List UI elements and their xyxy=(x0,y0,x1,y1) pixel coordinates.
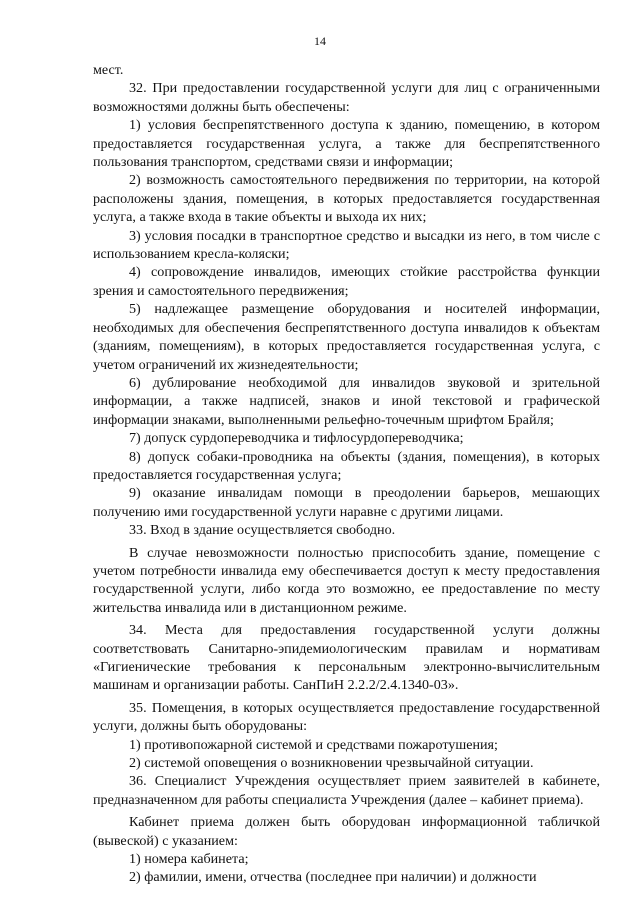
paragraph: 4) сопровождение инвалидов, имеющих стойкие расстройства функции зрения и самостоятельного передвижения; xyxy=(93,264,600,299)
paragraph: 2) системой оповещения о возникновении чрезвычайной ситуации. xyxy=(129,755,534,772)
paragraph: 32. При предоставлении государственной услуги для лиц с ограниченными возможностями должны быть обеспечены: xyxy=(93,80,600,115)
paragraph: 8) допуск собаки-проводника на объекты (здания, помещения), в которых предоставляется государственная услуга; xyxy=(93,448,600,483)
paragraph: 3) условия посадки в транспортное средство и высадки из него, в том числе с использованием кресла-коляски; xyxy=(93,227,600,263)
paragraph: 2) возможность самостоятельного передвижения по территории, на которой расположены здания, помещения, в которых предоставляется государственная услуга, а также входа в такие объекты и выхода их них; xyxy=(93,172,600,226)
paragraph: Кабинет приема должен быть оборудован информационной табличкой (вывеской) с указанием: xyxy=(93,814,600,849)
paragraph: 9) оказание инвалидам помощи в преодолении барьеров, мешающих получению ими государственной услуги наравне с другими лицами. xyxy=(93,485,600,520)
paragraph: В случае невозможности полностью приспособить здание, помещение с учетом потребности инвалида ему обеспечивается доступ к месту предоставления государственной услуги, либо когда это возможно, ее предоставление по месту жительства инвалида или в дистанционном режиме. xyxy=(93,544,600,616)
paragraph: 2) фамилии, имени, отчества (последнее при наличии) и должности xyxy=(129,869,537,886)
paragraph: мест. xyxy=(93,62,124,78)
paragraph: 6) дублирование необходимой для инвалидов звуковой и зрительной информации, а также надписей, знаков и иной текстовой и графической информации знаками, выполненными рельефно-точечным шрифтом Брайля; xyxy=(93,374,600,428)
paragraph: 36. Специалист Учреждения осуществляет прием заявителей в кабинете, предназначенном для работы специалиста Учреждения (далее – кабинет приема). xyxy=(93,773,600,808)
paragraph: 33. Вход в здание осуществляется свободно. xyxy=(129,522,396,539)
paragraph: 1) противопожарной системой и средствами пожаротушения; xyxy=(129,736,498,753)
paragraph: 1) номера кабинета; xyxy=(129,851,249,868)
paragraph: 34. Места для предоставления государственной услуги должны соответствовать Санитарно-эпидемиологическим правилам и нормативам «Гигиенические требования к персональным электронно-вычислительным машинам и организации работы. СанПиН 2.2.2/2.4.1340-03». xyxy=(93,622,600,694)
page-number: 14 xyxy=(314,34,326,48)
paragraph: 5) надлежащее размещение оборудования и носителей информации, необходимых для обеспечения беспрепятственного доступа инвалидов к объектам (зданиям, помещениям), в которых предоставляется государственная услуга, с учетом ограничений их жизнедеятельности; xyxy=(93,301,600,373)
paragraph: 1) условия беспрепятственного доступа к зданию, помещению, в котором предоставляется государственная услуга, а также для беспрепятственного пользования транспортом, средствами связи и информации; xyxy=(93,117,600,171)
paragraph: 35. Помещения, в которых осуществляется предоставление государственной услуги, должны быть оборудованы: xyxy=(93,699,600,735)
document-body xyxy=(93,61,600,887)
paragraph: 7) допуск сурдопереводчика и тифлосурдопереводчика; xyxy=(129,430,464,447)
